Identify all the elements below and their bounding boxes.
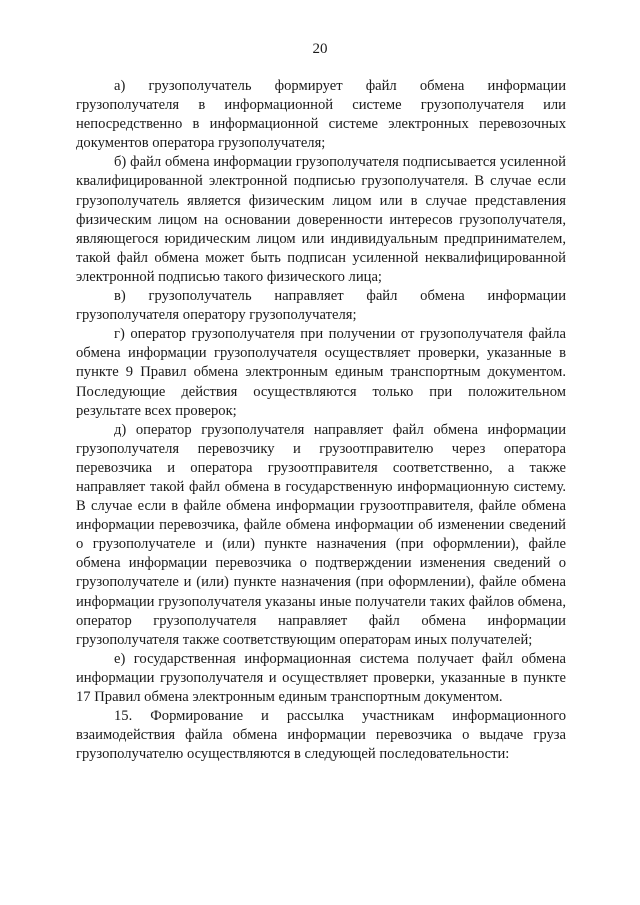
document-body — [76, 77, 566, 764]
paragraph-v: в) грузополучатель направляет файл обмена информации грузополучателя оператору грузополучателя; — [76, 288, 566, 324]
paragraph-g: г) оператор грузополучателя при получении от грузополучателя файла обмена информации грузополучателя осуществляет проверки, указанные в пункте 9 Правил обмена электронным единым транспортным документом. Последующие действия осуществляются только при положительном результате всех проверок; — [76, 326, 566, 419]
paragraph-b: б) файл обмена информации грузополучателя подписывается усиленной квалифицированной электронной подписью грузополучателя. В случае если грузополучатель является физическим лицом или в случае представления физическим лицом на основании доверенности интересов грузополучателя, являющегося юридическим лицом или индивидуальным предпринимателем, такой файл обмена может быть подписан усиленной неквалифицированной электронной подписью такого физического лица; — [76, 154, 566, 285]
paragraph-e: е) государственная информационная система получает файл обмена информации грузополучателя и осуществляет проверки, указанные в пункте 17 Правил обмена электронным единым транспортным документом. — [76, 650, 566, 705]
paragraph-15: 15. Формирование и рассылка участникам информационного взаимодействия файла обмена информации перевозчика о выдаче груза грузополучателю осуществляются в следующей последовательности: — [76, 708, 566, 763]
paragraph-a: а) грузополучатель формирует файл обмена информации грузополучателя в информационной системе грузополучателя или непосредственно в информационной системе электронных перевозочных документов оператора грузополучателя; — [76, 78, 566, 152]
page-number: 20 — [312, 41, 328, 57]
paragraph-d: д) оператор грузополучателя направляет файл обмена информации грузополучателя перевозчику и грузоотправителю через оператора перевозчика и оператора грузоотправителя соответственно, а также направляет такой файл обмена в государственную информационную систему. В случае если в файле обмена информации грузоотправителя, файле обмена информации перевозчика, файле обмена информации об изменении сведений о грузополучателе и (или) пункте назначения (при оформлении), файле обмена информации перевозчика о подтверждении изменения сведений о грузополучателе и (или) пункте назначения (при оформлении), файле обмена информации грузополучателя указаны иные получатели таких файлов обмена, оператор грузополучателя направляет файл обмена информации грузополучателя также соответствующим операторам иных получателей; — [76, 421, 566, 648]
